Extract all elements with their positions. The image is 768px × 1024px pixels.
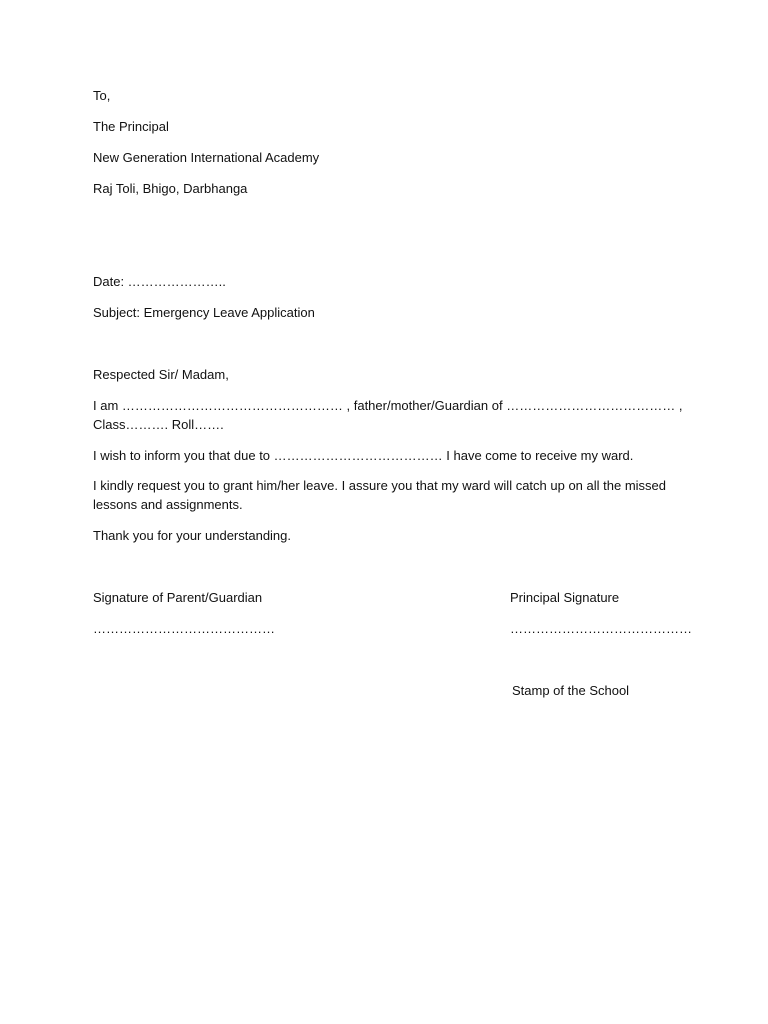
- salutation: Respected Sir/ Madam,: [93, 367, 229, 382]
- thanks-line: Thank you for your understanding.: [93, 528, 292, 543]
- date-line: Date: …………………..: [93, 274, 226, 289]
- school-stamp-label: Stamp of the School: [512, 683, 630, 698]
- school-address: Raj Toli, Bhigo, Darbhanga: [93, 181, 248, 196]
- parent-signature-label: Signature of Parent/Guardian: [93, 590, 263, 605]
- request-paragraph: I kindly request you to grant him/her leave. I assure you that my ward will catch up on all the missed lessons and assignments.: [93, 478, 670, 512]
- principal-signature-dots: ……………………………………: [510, 621, 692, 636]
- subject-line: Subject: Emergency Leave Application: [93, 305, 315, 320]
- recipient-line: The Principal: [93, 119, 169, 134]
- principal-signature-label: Principal Signature: [510, 590, 620, 605]
- inform-paragraph: I wish to inform you that due to ………………………………… I have come to receive my ward.: [93, 448, 634, 463]
- intro-line-2: Class………. Roll…….: [93, 417, 224, 432]
- school-name: New Generation International Academy: [93, 150, 320, 165]
- to-line: To,: [93, 88, 111, 103]
- parent-signature-dots: ……………………………………: [93, 621, 275, 636]
- intro-line-1: I am …………………………………………… , father/mother/Guardian of ………………………………… ,: [93, 398, 683, 413]
